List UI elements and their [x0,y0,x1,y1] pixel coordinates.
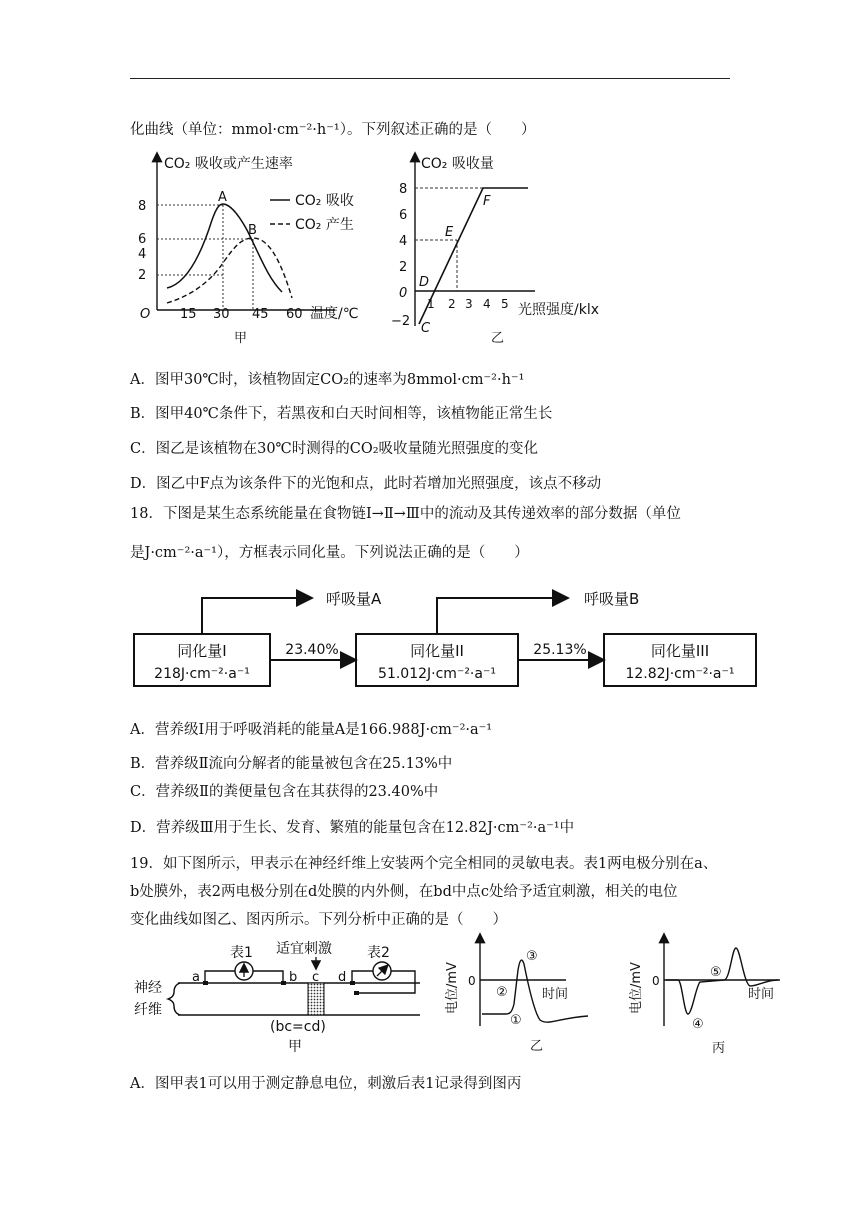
meter2-label: 表2 [367,945,390,961]
yi2-caption: 乙 [530,1039,544,1054]
bing-caption: 丙 [712,1041,726,1056]
q18-stem-line2: 是J·cm⁻²·a⁻¹），方框表示同化量。下列说法正确的是（ ） [130,545,529,561]
q19-figure-yi [438,930,608,1060]
q17-figure-yi [385,148,625,348]
resp-a: 呼吸量A [326,590,382,608]
q19-jia-caption: 甲 [288,1039,302,1055]
jia-origin: O [140,307,151,322]
stimulus-label: 适宜刺激 [276,941,332,957]
meter1-label: 表1 [230,945,253,961]
yi-ytick: 0 [399,286,408,301]
yi-ytick: −2 [391,314,411,329]
yi2-m3: ③ [526,949,538,964]
yi-ytick: 6 [399,208,408,223]
bing-m4: ④ [692,1017,704,1032]
q19-figure-jia [130,935,430,1060]
box1-value: 218J·cm⁻²·a⁻¹ [154,666,250,682]
q17-option-a: A．图甲30℃时，该植物固定CO₂的速率为8mmol·cm⁻²·h⁻¹ [130,372,525,388]
fiber-label-2: 纤维 [134,1002,162,1018]
yi-xtick: 5 [501,297,509,311]
bing-xlabel: 时间 [748,987,775,1002]
yi-xlabel: 光照强度/klx [518,302,599,318]
jia-xtick: 60 [286,307,303,322]
box3-title: 同化量III [650,642,710,660]
yi-xtick: 2 [448,297,456,311]
yi-ytick: 4 [399,234,408,249]
yi-point-e: E [445,225,454,240]
q17-figure-jia [130,148,375,348]
yi-caption: 乙 [491,331,505,346]
yi-ylabel: CO₂ 吸收量 [421,156,494,172]
jia-ytick: 8 [138,199,147,214]
arrow2-label: 25.13% [533,642,587,658]
yi2-ylabel: 电位/mV [445,962,460,1014]
resp-b: 呼吸量B [584,590,640,608]
jia-ylabel: CO₂ 吸收或产生速率 [164,156,293,172]
bing-zero: 0 [652,974,660,988]
q19-stem-line2: b处膜外，表2两电极分别在d处膜的内外侧，在bd中点c处给予适宜刺激，相关的电位 [130,884,678,900]
bing-ylabel: 电位/mV [629,962,644,1014]
fiber-label-1: 神经 [134,980,162,996]
bc-cd-note: (bc=cd) [270,1019,326,1035]
jia-xlabel: 温度/℃ [310,306,359,322]
header-rule [130,78,730,79]
jia-xtick: 30 [213,307,230,322]
jia-point-b: B [248,223,257,238]
point-c: c [312,970,320,985]
jia-ytick: 6 [138,232,147,247]
q17-option-d: D．图乙中F点为该条件下的光饱和点，此时若增加光照强度，该点不移动 [130,476,602,492]
q19-stem-line1: 19．如下图所示，甲表示在神经纤维上安装两个完全相同的灵敏电表。表1两电极分别在a、 [130,856,718,872]
yi-point-f: F [483,194,491,209]
q18-option-b: B．营养级Ⅱ流向分解者的能量被包含在25.13%中 [130,756,453,772]
bing-m5: ⑤ [710,965,722,980]
box2-value: 51.012J·cm⁻²·a⁻¹ [378,666,496,682]
yi2-xlabel: 时间 [542,987,569,1002]
q17-option-b: B．图甲40℃条件下，若黑夜和白天时间相等，该植物能正常生长 [130,406,553,422]
q18-option-c: C．营养级Ⅱ的粪便量包含在其获得的23.40%中 [130,784,439,800]
yi2-m2: ② [496,985,508,1000]
q18-stem-line1: 18．下图是某生态系统能量在食物链Ⅰ→Ⅱ→Ⅲ中的流动及其传递效率的部分数据（单位 [130,506,681,522]
yi-ytick: 8 [399,182,408,197]
yi-xtick: 3 [465,297,473,311]
yi-xtick: 1 [427,297,435,311]
box3-value: 12.82J·cm⁻²·a⁻¹ [625,666,735,682]
arrow1-label: 23.40% [285,642,339,658]
box1-title: 同化量I [177,642,227,660]
jia-caption: 甲 [234,331,248,346]
q19-figure-bing [622,930,792,1060]
q17-option-c: C．图乙是该植物在30℃时测得的CO₂吸收量随光照强度的变化 [130,441,539,457]
jia-xtick: 45 [252,307,269,322]
q17-stem-tail: 化曲线（单位：mmol·cm⁻²·h⁻¹）。下列叙述正确的是（ ） [130,122,536,138]
q18-option-d: D．营养级Ⅲ用于生长、发育、繁殖的能量包含在12.82J·cm⁻²·a⁻¹中 [130,820,575,836]
jia-legend-solid: CO₂ 吸收 [295,193,354,209]
yi-xtick: 4 [483,297,491,311]
jia-legend-dashed: CO₂ 产生 [295,217,354,233]
yi2-m1: ① [510,1013,522,1028]
yi-point-c: C [421,321,431,336]
point-d: d [338,970,347,985]
q19-option-a: A．图甲表1可以用于测定静息电位，刺激后表1记录得到图丙 [130,1076,522,1092]
jia-point-a: A [218,190,227,205]
yi-point-d: D [419,275,430,290]
yi-ytick: 2 [399,260,408,275]
jia-ytick: 4 [138,247,147,262]
point-a: a [192,970,200,985]
q18-energy-diagram [128,580,768,692]
jia-xtick: 15 [180,307,197,322]
jia-ytick: 2 [138,268,147,283]
q18-option-a: A．营养级Ⅰ用于呼吸消耗的能量A是166.988J·cm⁻²·a⁻¹ [130,722,493,738]
yi2-zero: 0 [468,974,476,988]
q19-stem-line3: 变化曲线如图乙、图丙所示。下列分析中正确的是（ ） [130,912,507,928]
point-b: b [289,970,298,985]
box2-title: 同化量II [410,642,464,660]
